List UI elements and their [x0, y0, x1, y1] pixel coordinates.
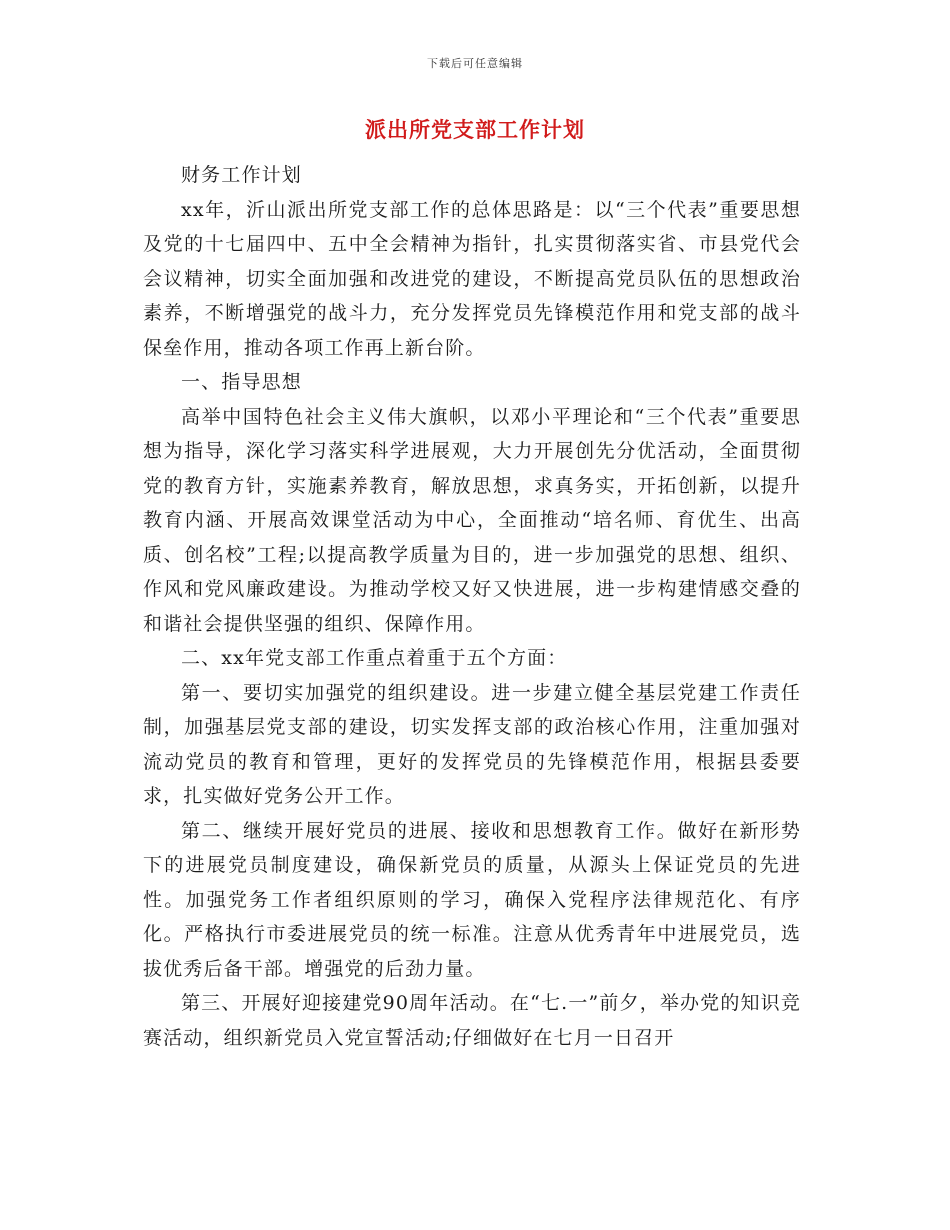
section-heading-guiding-thought: 一、指导思想 [181, 371, 302, 393]
paragraph-guiding-thought: 高举中国特色社会主义伟大旗帜，以邓小平理论和“三个代表”重要思想为指导，深化学习落实科学进展观，大力开展创先分优活动，全面贯彻党的教育方针，实施素养教育，解放思想，求真务实，开拓创新，以提升教育内涵、开展高效课堂活动为中心，全面推动“培名师、育优生、出高质、创名校”工程;以提高教学质量为目的，进一步加强党的思想、组织、作风和党风廉政建设。为推动学校又好又快进展，进一步构建情感交叠的和谐社会提供坚强的组织、保障作用。 [143, 405, 801, 635]
page-header: 下载后可任意编辑 [427, 57, 523, 70]
paragraph-overview: xx年，沂山派出所党支部工作的总体思路是：以“三个代表”重要思想及党的十七届四中、五中全会精神为指针，扎实贯彻落实省、市县党代会会议精神，切实全面加强和改进党的建设，不断提高党员队伍的思想政治素养，不断增强党的战斗力，充分发挥党员先锋模范作用和党支部的战斗保垒作用，推动各项工作再上新台阶。 [143, 198, 801, 359]
paragraph-subtitle: 财务工作计划 [181, 164, 302, 186]
section-heading-key-work: 二、xx年党支部工作重点着重于五个方面： [181, 647, 568, 669]
paragraph-point-one: 第一、要切实加强党的组织建设。进一步建立健全基层党建工作责任制，加强基层党支部的建设，切实发挥支部的政治核心作用，注重加强对流动党员的教育和管理，更好的发挥党员的先锋模范作用，根据县委要求，扎实做好党务公开工作。 [143, 681, 801, 807]
paragraph-point-two: 第二、继续开展好党员的进展、接收和思想教育工作。做好在新形势下的进展党员制度建设，确保新党员的质量，从源头上保证党员的先进性。加强党务工作者组织原则的学习，确保入党程序法律规范化、有序化。严格执行市委进展党员的统一标准。注意从优秀青年中进展党员，选拔优秀后备干部。增强党的后劲力量。 [143, 819, 801, 980]
document-body [143, 158, 801, 1055]
document-title: 派出所党支部工作计划 [365, 117, 585, 142]
paragraph-point-three: 第三、开展好迎接建党90周年活动。在“七.一”前夕，举办党的知识竞赛活动，组织新党员入党宣誓活动;仔细做好在七月一日召开 [143, 992, 801, 1049]
